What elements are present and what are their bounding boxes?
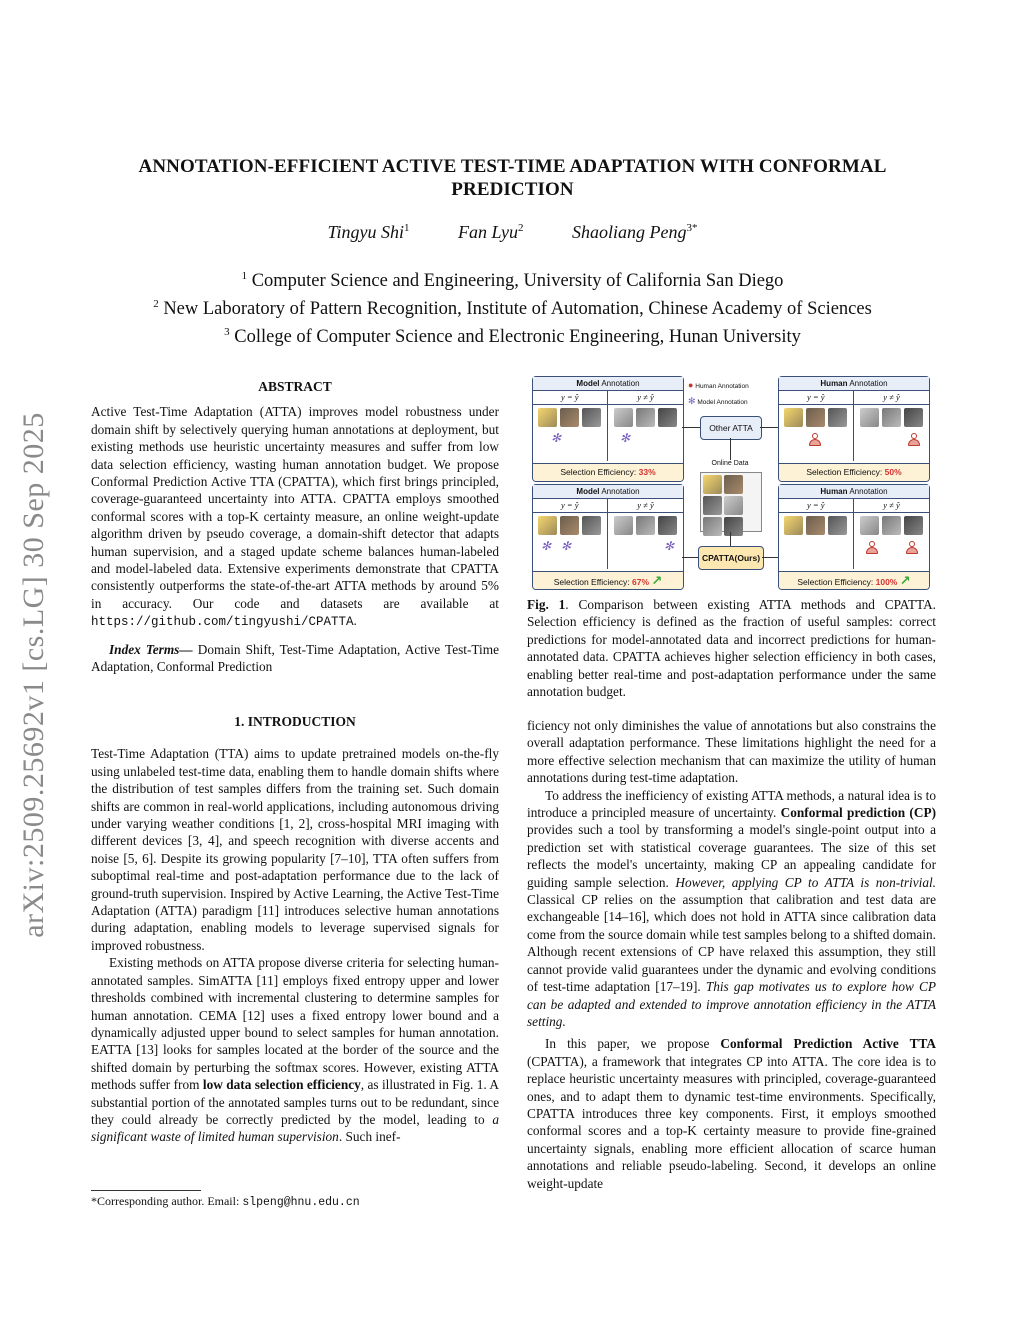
- incorrect-subpanel: y ≠ ŷ: [854, 499, 929, 569]
- author-list: [90, 222, 935, 243]
- intro-paragraph-1: Test-Time Adaptation (TTA) aims to update pretrained models on-the-fly using unlabeled test-time data, enabling them to handle domain shifts where the distribution of test samples differs from the training set. Such domain shifts are common in real-world applications, including autonomous driving under varying weather conditions [1, 2], cross-hospital MRI imaging with different devices [3, 4], and speech recognition with diverse accents and noise [5, 6]. Despite its growing popularity [7–10], TTA often suffers from suboptimal real-time and post-adaptation performance due to the lack of ground-truth supervision. Inspired by Active Learning, the Active Test-Time Adaptation (ATTA) paradigm [11] introduces selective human annotations during adaptation, enabling models to leverage supervised signals for improved robustness.: [91, 746, 499, 953]
- intro-paragraph-2: Existing methods on ATTA propose diverse criteria for selecting human-annotated samples. SimATTA [11] employs fixed entropy upper and lower thresholds combined with incremental clustering to determine samples for human annotation. CEMA [12] uses a fixed entropy lower bound and a dynamically adjusted upper bound to select samples for human annotation. EATTA [13] looks for samples located at the border of the source and the shifted domain by perturbing the softmax scores. However, existing ATTA methods suffer from low data selection efficiency, as illustrated in Fig. 1. A substantial portion of the annotated samples turns out to be redundant, since they could already be correctly predicted by the model, leading to a significant waste of limited human supervision. Such inef-: [91, 955, 500, 1145]
- intro-heading: 1. INTRODUCTION: [234, 714, 356, 729]
- trend-up-icon: ↗: [899, 573, 911, 588]
- author-1: Tingyu Shi$^1$: [327, 222, 410, 242]
- panel-cpatta-human: [778, 484, 930, 590]
- cpatta-box: CPATTA(Ours): [698, 546, 764, 570]
- paper-title: ANNOTATION-EFFICIENT ACTIVE TEST-TIME ADAPTATION WITH CONFORMAL PREDICTION: [138, 156, 887, 200]
- connector-line: [682, 427, 700, 428]
- figure-1: [532, 376, 934, 588]
- sample-image: [703, 496, 722, 515]
- correct-subpanel: y = ŷ ✻: [533, 391, 608, 461]
- sample-image: [724, 496, 743, 515]
- sample-image: [538, 516, 557, 535]
- author-2: Fan Lyu$^2$: [458, 222, 524, 242]
- sample-image: [703, 475, 722, 494]
- connector-line: [730, 438, 731, 460]
- online-data-label: Online Data: [711, 460, 749, 467]
- selection-efficiency: Selection Efficiency: 100% ↗: [779, 571, 929, 589]
- panel-header: Human Annotation: [779, 485, 929, 499]
- sample-image: [860, 516, 879, 535]
- human-icon: [908, 433, 920, 446]
- index-terms: Index Terms— Domain Shift, Test-Time Adaptation, Active Test-Time Adaptation, Conformal Prediction: [91, 641, 499, 675]
- sample-image: [828, 408, 847, 427]
- panel-other-model: [532, 376, 684, 482]
- correct-subpanel: y = ŷ: [779, 499, 854, 569]
- sample-image: [882, 408, 901, 427]
- sample-image: [538, 408, 557, 427]
- connector-line: [730, 532, 731, 546]
- intro-paragraph-5: In this paper, we propose Conformal Prediction Active TTA (CPATTA), a framework that integrates CP into ATTA. The core idea is to replace heuristic uncertainty measures with principled, coverage-guaranteed ones, and to adapt them to dynamic test-time environments. Specifically, CPATTA introduces three key components. First, it employs smoothed conformal scores and a top-K certainty measure to provide fine-grained uncertainty signals, enabling more efficient allocation of scarce human annotations and reliable pseudo-labeling. Second, it develops an online weight-update: [527, 1036, 936, 1191]
- code-link[interactable]: https://github.com/tingyushi/CPATTA: [91, 615, 354, 630]
- footnote: *Corresponding author. Email: slpeng@hnu.edu.cn: [91, 1194, 360, 1209]
- affiliation-2: $^2$ New Laboratory of Pattern Recognition, Institute of Automation, Chinese Academy of Sciences: [153, 298, 872, 320]
- arxiv-sidebar: [14, 375, 54, 975]
- introduction-section: [91, 713, 499, 1146]
- incorrect-subpanel: y ≠ ŷ: [854, 391, 929, 461]
- intro-paragraph-3: ficiency not only diminishes the value of annotations but also constrains the overall adaptation performance. These limitations highlight the need for a more effective selection mechanism that can maximize the utility of human annotations during test-time adaptation.: [527, 718, 936, 786]
- sample-image: [703, 517, 722, 536]
- figure-caption: Fig. 1. Comparison between existing ATTA methods and CPATTA. Selection efficiency is defined as the fraction of useful samples: correct predictions for model-annotated data and incorrect predictions for human-annotated data. CPATTA achieves higher selection efficiency in both cases, enabling better real-time and post-adaptation performance under the same annotation budget.: [527, 597, 936, 700]
- author-3: Shaoliang Peng$^{3*}$: [571, 222, 698, 242]
- incorrect-subpanel: y ≠ ŷ ✻: [608, 391, 683, 461]
- correct-subpanel: y = ŷ ✻✻: [533, 499, 608, 569]
- abstract-section: [91, 378, 499, 676]
- intro-paragraph-4: To address the inefficiency of existing ATTA methods, a natural idea is to introduce a principled measure of uncertainty. Conformal prediction (CP) provides such a tool by transforming a model's single-point output into a prediction set with statistical coverage guarantees. The size of this set reflects the model's uncertainty, making CP an appealing candidate for guiding sample selection. However, applying CP to ATTA is non-trivial. Classical CP relies on the assumption that calibration and test data are exchangeable [14–16], which does not hold in ATTA since calibration data come from the source domain while test samples belong to a shifted domain. Although recent extensions of CP have relaxed this assumption, they still cannot provide valid guarantees under the dynamic and evolving conditions of test-time adaptation [17–19]. This gap motivates us to explore how CP can be adapted and extended to improve annotation efficiency in the ATTA setting.: [527, 787, 937, 1029]
- panel-header: Model Annotation: [533, 377, 683, 391]
- model-icon: ✻: [620, 431, 631, 445]
- legend-model: ✻ Model Annotation: [688, 396, 748, 406]
- model-icon: ✻: [551, 431, 562, 445]
- author-email[interactable]: slpeng@hnu.edu.cn: [242, 1196, 360, 1209]
- sample-image: [658, 408, 677, 427]
- model-icon: ✻✻: [541, 539, 582, 553]
- abstract-text: Active Test-Time Adaptation (ATTA) improves model robustness under domain shift by selectively querying human annotations at deployment, but existing methods use heuristic uncertainty measures and suffer from low data selection efficiency, wasting human annotation budget. We propose Conformal Prediction Active TTA (CPATTA), which first brings principled, coverage-guaranteed uncertainty into ATTA. CPATTA employs smoothed conformal scores with a top-K certainty measure, an online weight-update algorithm driven by pseudo coverage, a domain-shift detector that adapts human supervision, and a staged update scheme balances human-labeled and model-labeled data. Extensive experiments demonstrate that CPATTA consistently outperforms the state-of-the-art ATTA methods by around 5% in accuracy. Our code and datasets are available at https://github.com/tingyushi/CPATTA.: [91, 404, 499, 630]
- sample-image: [904, 408, 923, 427]
- selection-efficiency: Selection Efficiency: 33%: [533, 463, 683, 481]
- human-icon: [866, 541, 878, 554]
- sample-image: [636, 408, 655, 427]
- sample-image: [724, 475, 743, 494]
- human-icon: [809, 433, 821, 446]
- selection-efficiency: Selection Efficiency: 67% ↗: [533, 571, 683, 589]
- sample-image: [582, 516, 601, 535]
- sample-image: [614, 516, 633, 535]
- sample-image: [784, 516, 803, 535]
- sample-image: [560, 408, 579, 427]
- sample-image: [636, 516, 655, 535]
- affiliations: [90, 265, 935, 349]
- model-icon: ✻: [664, 539, 675, 553]
- human-icon: [906, 541, 918, 554]
- arxiv-id: arXiv:2509.25692v1 [cs.LG] 30 Sep 2025: [17, 412, 50, 938]
- online-data-grid: [700, 472, 762, 532]
- connector-line: [760, 427, 778, 428]
- right-column-text: [527, 717, 936, 1192]
- incorrect-subpanel: y ≠ ŷ ✻: [608, 499, 683, 569]
- selection-efficiency: Selection Efficiency: 50%: [779, 463, 929, 481]
- trend-up-icon: ↗: [651, 573, 663, 588]
- sample-image: [582, 408, 601, 427]
- sample-image: [806, 516, 825, 535]
- sample-image: [724, 517, 743, 536]
- sample-image: [904, 516, 923, 535]
- figure-legend: [688, 378, 749, 410]
- sample-image: [806, 408, 825, 427]
- connector-line: [682, 557, 698, 558]
- panel-other-human: [778, 376, 930, 482]
- sample-image: [658, 516, 677, 535]
- sample-image: [828, 516, 847, 535]
- sample-image: [784, 408, 803, 427]
- panel-header: Model Annotation: [533, 485, 683, 499]
- sample-image: [560, 516, 579, 535]
- sample-image: [882, 516, 901, 535]
- abstract-heading: ABSTRACT: [258, 379, 332, 394]
- panel-cpatta-model: [532, 484, 684, 590]
- correct-subpanel: y = ŷ: [779, 391, 854, 461]
- legend-human: ● Human Annotation: [688, 380, 749, 390]
- affiliation-3: $^3$ College of Computer Science and Electronic Engineering, Hunan University: [224, 326, 801, 348]
- other-atta-box: Other ATTA: [700, 416, 762, 440]
- sample-image: [614, 408, 633, 427]
- connector-line: [762, 557, 778, 558]
- sample-image: [860, 408, 879, 427]
- panel-header: Human Annotation: [779, 377, 929, 391]
- affiliation-1: $^1$ Computer Science and Engineering, University of California San Diego: [241, 270, 784, 292]
- footnote-rule: [91, 1190, 201, 1191]
